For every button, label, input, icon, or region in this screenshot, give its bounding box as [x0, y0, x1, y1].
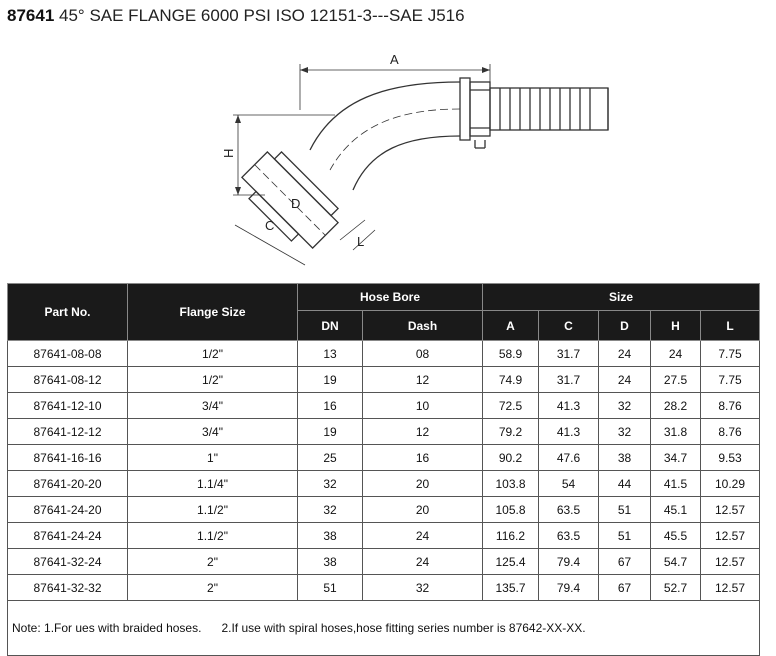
cell-dash: 08	[363, 341, 483, 367]
header-hose-bore: Hose Bore	[298, 284, 483, 311]
cell-d: 24	[599, 341, 651, 367]
cell-dn: 16	[298, 393, 363, 419]
header-flange-size: Flange Size	[128, 284, 298, 341]
cell-a: 79.2	[483, 419, 539, 445]
cell-d: 51	[599, 497, 651, 523]
cell-l: 12.57	[701, 497, 760, 523]
table-row	[8, 471, 760, 497]
cell-dash: 12	[363, 367, 483, 393]
cell-d: 24	[599, 367, 651, 393]
cell-h: 54.7	[651, 549, 701, 575]
cell-part-no: 87641-32-32	[8, 575, 128, 601]
cell-c: 79.4	[539, 549, 599, 575]
cell-c: 79.4	[539, 575, 599, 601]
table-row	[8, 497, 760, 523]
cell-c: 31.7	[539, 341, 599, 367]
cell-l: 8.76	[701, 393, 760, 419]
cell-flange-size: 3/4"	[128, 393, 298, 419]
table-row	[8, 419, 760, 445]
cell-h: 27.5	[651, 367, 701, 393]
cell-dn: 25	[298, 445, 363, 471]
cell-a: 125.4	[483, 549, 539, 575]
cell-part-no: 87641-24-24	[8, 523, 128, 549]
header-c: C	[539, 311, 599, 341]
table-row	[8, 393, 760, 419]
table-row	[8, 341, 760, 367]
cell-l: 7.75	[701, 341, 760, 367]
cell-part-no: 87641-08-08	[8, 341, 128, 367]
cell-dash: 20	[363, 497, 483, 523]
cell-h: 24	[651, 341, 701, 367]
cell-c: 54	[539, 471, 599, 497]
cell-a: 116.2	[483, 523, 539, 549]
cell-flange-size: 2"	[128, 575, 298, 601]
cell-part-no: 87641-08-12	[8, 367, 128, 393]
note-1: Note: 1.For ues with braided hoses.	[12, 621, 202, 635]
cell-dash: 12	[363, 419, 483, 445]
title-description: 45° SAE FLANGE 6000 PSI ISO 12151-3---SAE J516	[59, 6, 465, 25]
cell-dn: 38	[298, 549, 363, 575]
cell-part-no: 87641-12-10	[8, 393, 128, 419]
cell-a: 135.7	[483, 575, 539, 601]
cell-l: 10.29	[701, 471, 760, 497]
header-a: A	[483, 311, 539, 341]
cell-part-no: 87641-32-24	[8, 549, 128, 575]
cell-flange-size: 3/4"	[128, 419, 298, 445]
cell-h: 45.5	[651, 523, 701, 549]
cell-dash: 20	[363, 471, 483, 497]
table-row	[8, 523, 760, 549]
cell-l: 12.57	[701, 523, 760, 549]
page-title	[7, 6, 465, 26]
cell-dn: 32	[298, 471, 363, 497]
cell-dn: 19	[298, 367, 363, 393]
cell-c: 41.3	[539, 419, 599, 445]
dimension-c-label: C	[265, 218, 275, 233]
cell-a: 105.8	[483, 497, 539, 523]
cell-d: 51	[599, 523, 651, 549]
cell-flange-size: 1.1/2"	[128, 523, 298, 549]
cell-h: 28.2	[651, 393, 701, 419]
cell-part-no: 87641-20-20	[8, 471, 128, 497]
cell-c: 63.5	[539, 523, 599, 549]
dimension-h-label: H	[221, 148, 236, 158]
cell-dn: 32	[298, 497, 363, 523]
cell-d: 67	[599, 549, 651, 575]
cell-h: 34.7	[651, 445, 701, 471]
table-row	[8, 549, 760, 575]
header-dn: DN	[298, 311, 363, 341]
cell-h: 52.7	[651, 575, 701, 601]
cell-flange-size: 1"	[128, 445, 298, 471]
cell-dash: 10	[363, 393, 483, 419]
table-note-row	[8, 601, 760, 656]
cell-part-no: 87641-24-20	[8, 497, 128, 523]
cell-h: 31.8	[651, 419, 701, 445]
header-size: Size	[483, 284, 760, 311]
dimension-d-label: D	[291, 196, 301, 211]
cell-a: 90.2	[483, 445, 539, 471]
cell-d: 32	[599, 393, 651, 419]
cell-c: 31.7	[539, 367, 599, 393]
title-part-number: 87641	[7, 6, 55, 25]
table-row	[8, 445, 760, 471]
cell-c: 63.5	[539, 497, 599, 523]
table-row	[8, 575, 760, 601]
cell-flange-size: 1/2"	[128, 341, 298, 367]
cell-l: 12.57	[701, 575, 760, 601]
header-d: D	[599, 311, 651, 341]
cell-dn: 13	[298, 341, 363, 367]
cell-d: 44	[599, 471, 651, 497]
cell-a: 74.9	[483, 367, 539, 393]
spec-table	[7, 283, 760, 656]
fitting-technical-drawing	[205, 50, 625, 275]
cell-dash: 16	[363, 445, 483, 471]
cell-flange-size: 1/2"	[128, 367, 298, 393]
cell-a: 103.8	[483, 471, 539, 497]
dimension-l-label: L	[357, 234, 365, 249]
header-h: H	[651, 311, 701, 341]
cell-d: 32	[599, 419, 651, 445]
cell-h: 45.1	[651, 497, 701, 523]
cell-flange-size: 2"	[128, 549, 298, 575]
cell-l: 12.57	[701, 549, 760, 575]
cell-dash: 24	[363, 549, 483, 575]
cell-dash: 24	[363, 523, 483, 549]
cell-flange-size: 1.1/2"	[128, 497, 298, 523]
cell-flange-size: 1.1/4"	[128, 471, 298, 497]
table-row	[8, 367, 760, 393]
cell-l: 7.75	[701, 367, 760, 393]
cell-l: 8.76	[701, 419, 760, 445]
cell-part-no: 87641-16-16	[8, 445, 128, 471]
cell-d: 38	[599, 445, 651, 471]
cell-dn: 38	[298, 523, 363, 549]
header-dash: Dash	[363, 311, 483, 341]
cell-c: 41.3	[539, 393, 599, 419]
cell-d: 67	[599, 575, 651, 601]
note-2: 2.If use with spiral hoses,hose fitting series number is 87642-XX-XX.	[221, 621, 586, 635]
cell-dn: 51	[298, 575, 363, 601]
header-l: L	[701, 311, 760, 341]
cell-h: 41.5	[651, 471, 701, 497]
cell-a: 58.9	[483, 341, 539, 367]
cell-l: 9.53	[701, 445, 760, 471]
cell-dash: 32	[363, 575, 483, 601]
cell-dn: 19	[298, 419, 363, 445]
header-part-no: Part No.	[8, 284, 128, 341]
cell-c: 47.6	[539, 445, 599, 471]
cell-a: 72.5	[483, 393, 539, 419]
table-note	[8, 601, 760, 656]
dimension-a-label: A	[390, 52, 399, 67]
cell-part-no: 87641-12-12	[8, 419, 128, 445]
